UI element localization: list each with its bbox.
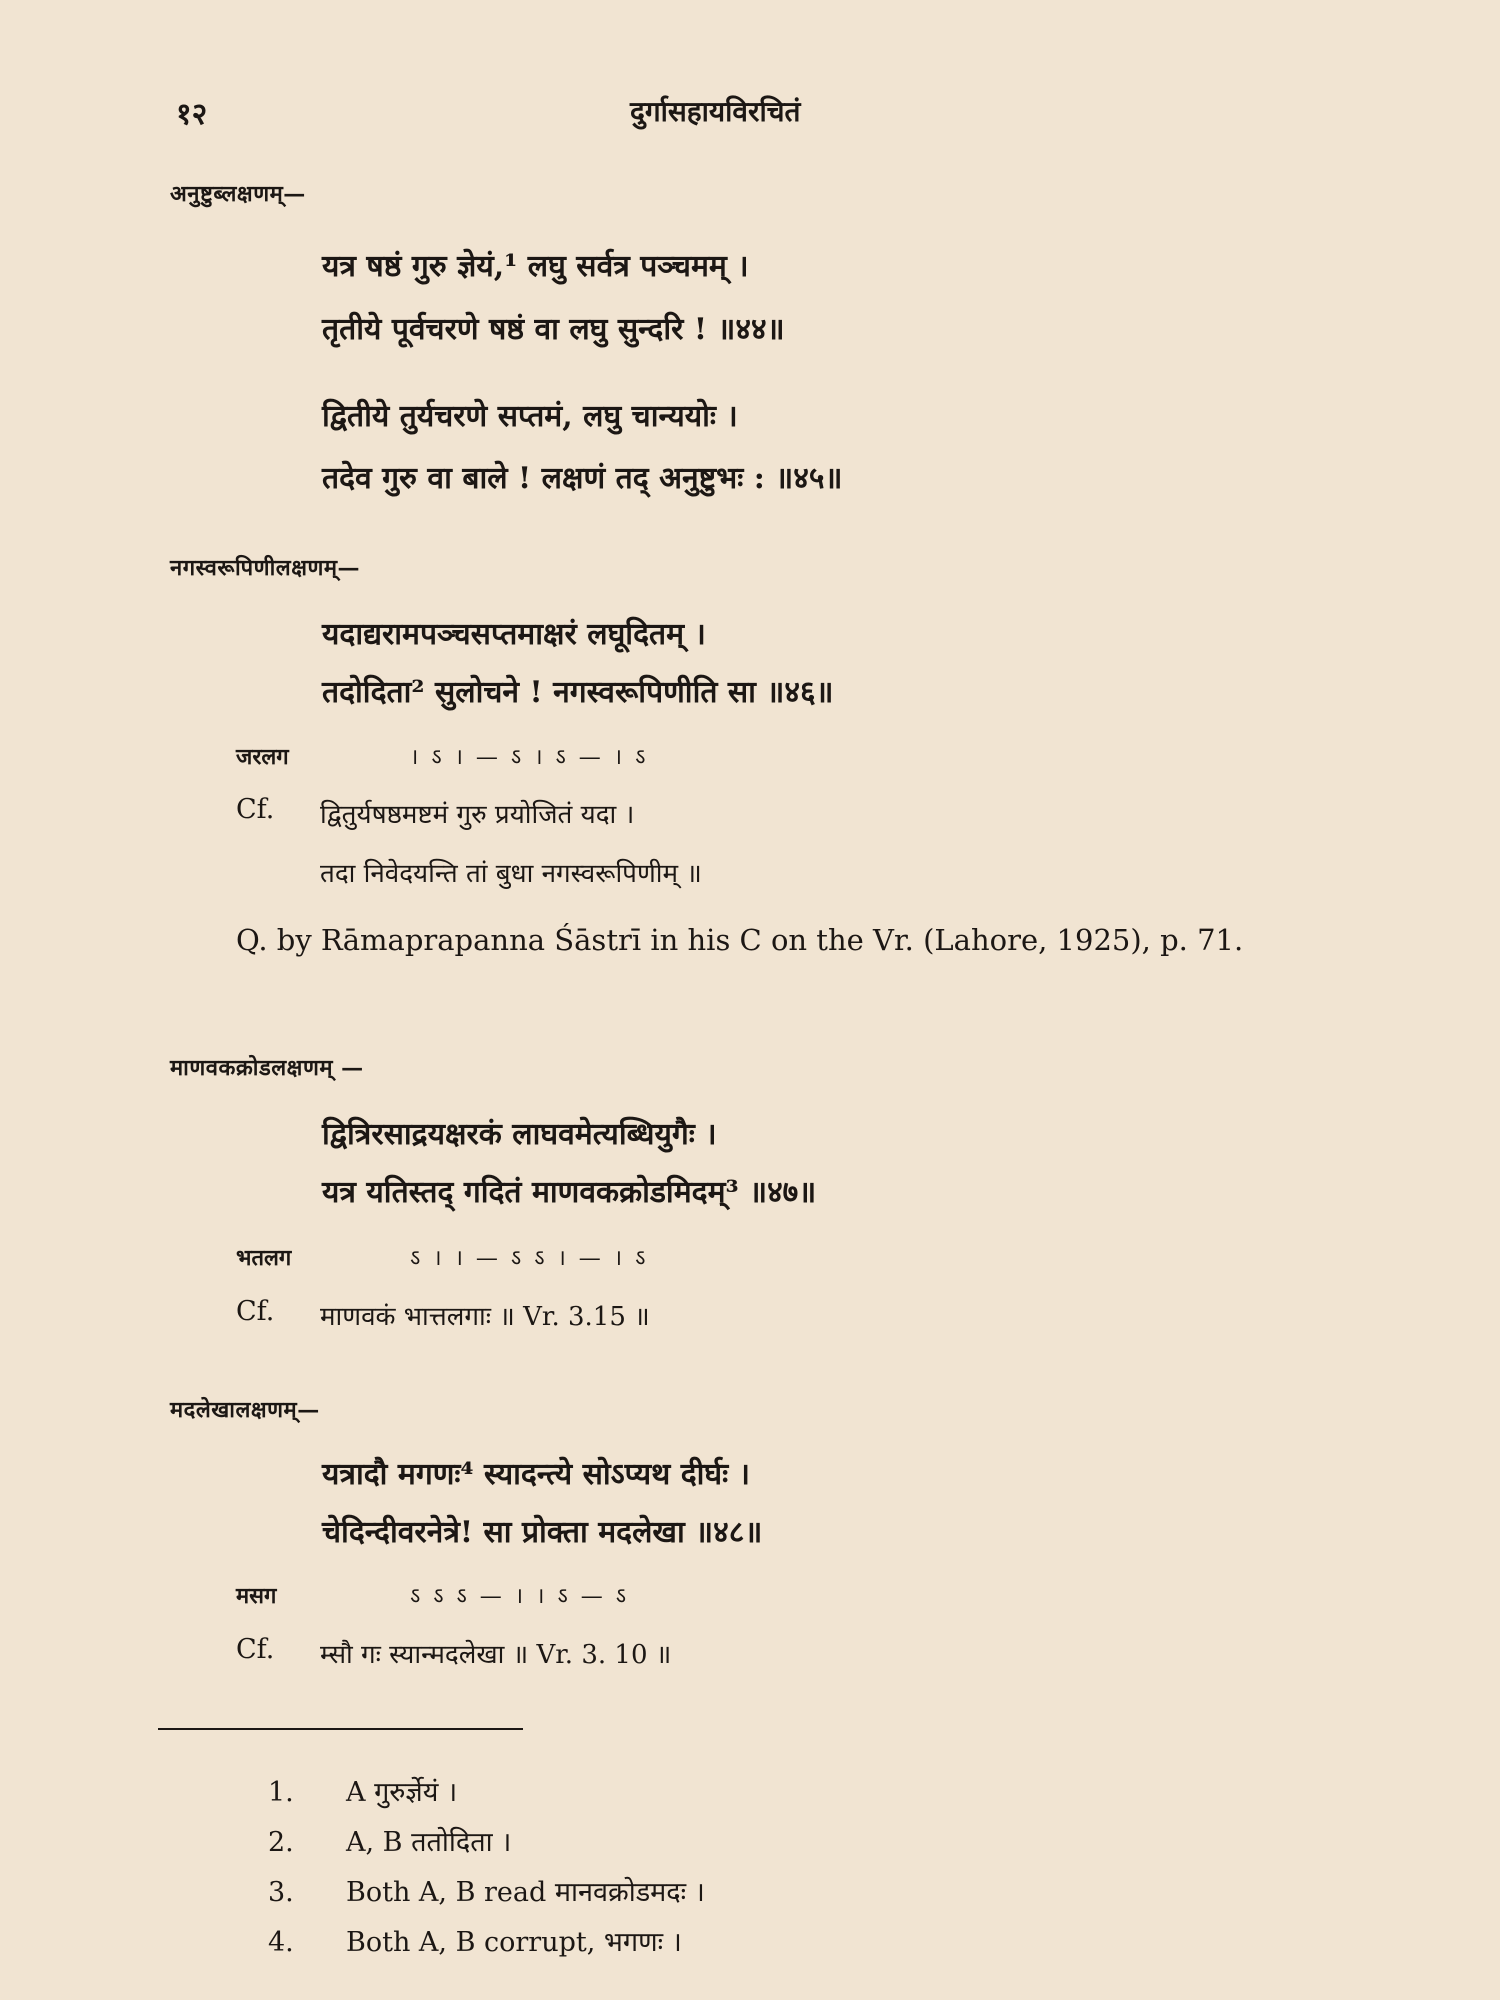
cf-line: माणवकं भात्तलगाः ॥ Vr. 3.15 ॥: [320, 1302, 650, 1332]
section-heading-anushtubh: अनुष्टुब्लक्षणम्—: [170, 181, 306, 207]
verse-line: यत्र षष्ठं गुरु ज्ञेयं,¹ लघु सर्वत्र पञ्चमम् ।: [322, 249, 749, 284]
gana-pattern: ऽ ऽ ऽ — । । ऽ — ऽ: [410, 1584, 629, 1609]
footnote-divider: [158, 1728, 523, 1730]
page-number: १२: [176, 97, 208, 132]
footnote-number: 4.: [268, 1927, 294, 1958]
footnote-text: Both A, B read मानवक्रोडमदः ।: [346, 1877, 705, 1908]
cf-label: Cf.: [236, 794, 275, 825]
verse-line: द्वित्रिरसाद्रयक्षरकं लाघवमेत्यब्धियुगैः ।: [322, 1117, 717, 1152]
footnote: [268, 1822, 511, 1859]
quotation-note: Q. by Rāmaprapanna Śāstrī in his C on the Vr. (Lahore, 1925), p. 71.: [236, 923, 1244, 957]
gana-pattern: ऽ । । — ऽ ऽ । — । ऽ: [410, 1246, 649, 1271]
gana-label: जरलग: [236, 744, 289, 770]
footnote: [268, 1922, 682, 1959]
footnote-text: Both A, B corrupt, भगणः ।: [346, 1927, 682, 1958]
footnote-text: A गुरुर्ज्ञेयं ।: [346, 1777, 458, 1808]
section-heading-manavakakrida: माणवकक्रोडलक्षणम् —: [170, 1055, 364, 1081]
footnote: [268, 1872, 705, 1909]
section-heading-nagasvarupini: नगस्वरूपिणीलक्षणम्—: [170, 555, 361, 581]
running-title: दुर्गासहायविरचितं: [630, 95, 801, 128]
verse-line: यत्रादौ मगणः⁴ स्यादन्त्ये सोऽप्यथ दीर्घः ।: [322, 1457, 751, 1492]
gana-label: मसग: [236, 1583, 277, 1609]
cf-line: म्सौ गः स्यान्मदलेखा ॥ Vr. 3. 10 ॥: [320, 1640, 672, 1670]
gana-pattern: । ऽ । — ऽ । ऽ — । ऽ: [410, 745, 649, 770]
footnote-text: A, B ततोदिता ।: [346, 1827, 512, 1858]
footnote-number: 3.: [268, 1877, 294, 1908]
cf-label: Cf.: [236, 1296, 275, 1327]
verse-line: यदाद्यरामपञ्चसप्तमाक्षरं लघूदितम् ।: [322, 617, 706, 652]
gana-label: भतलग: [236, 1245, 292, 1271]
verse-line: तदेव गुरु वा बाले ! लक्षणं तद् अनुष्टुभः : ॥४५॥: [322, 461, 843, 496]
section-heading-madalekha: मदलेखालक्षणम्—: [170, 1397, 320, 1423]
verse-line: चेदिन्दीवरनेत्रे! सा प्रोक्ता मदलेखा ॥४८॥: [322, 1515, 763, 1550]
verse-line: तदोदिता² सुलोचने ! नगस्वरूपिणीति सा ॥४६॥: [322, 675, 834, 710]
cf-label: Cf.: [236, 1634, 275, 1665]
verse-line: यत्र यतिस्तद् गदितं माणवकक्रोडमिदम्³ ॥४७॥: [322, 1175, 817, 1210]
verse-line: तृतीये पूर्वचरणे षष्ठं वा लघु सुन्दरि ! ॥४४॥: [322, 312, 785, 347]
footnote: [268, 1772, 457, 1809]
verse-line: द्वितीये तुर्यचरणे सप्तमं, लघु चान्ययोः ।: [322, 399, 738, 434]
footnote-number: 1.: [268, 1777, 294, 1808]
cf-line: तदा निवेदयन्ति तां बुधा नगस्वरूपिणीम् ॥: [320, 859, 702, 889]
cf-line: द्वितुर्यषष्ठमष्टमं गुरु प्रयोजितं यदा ।: [320, 800, 635, 830]
footnote-number: 2.: [268, 1827, 294, 1858]
